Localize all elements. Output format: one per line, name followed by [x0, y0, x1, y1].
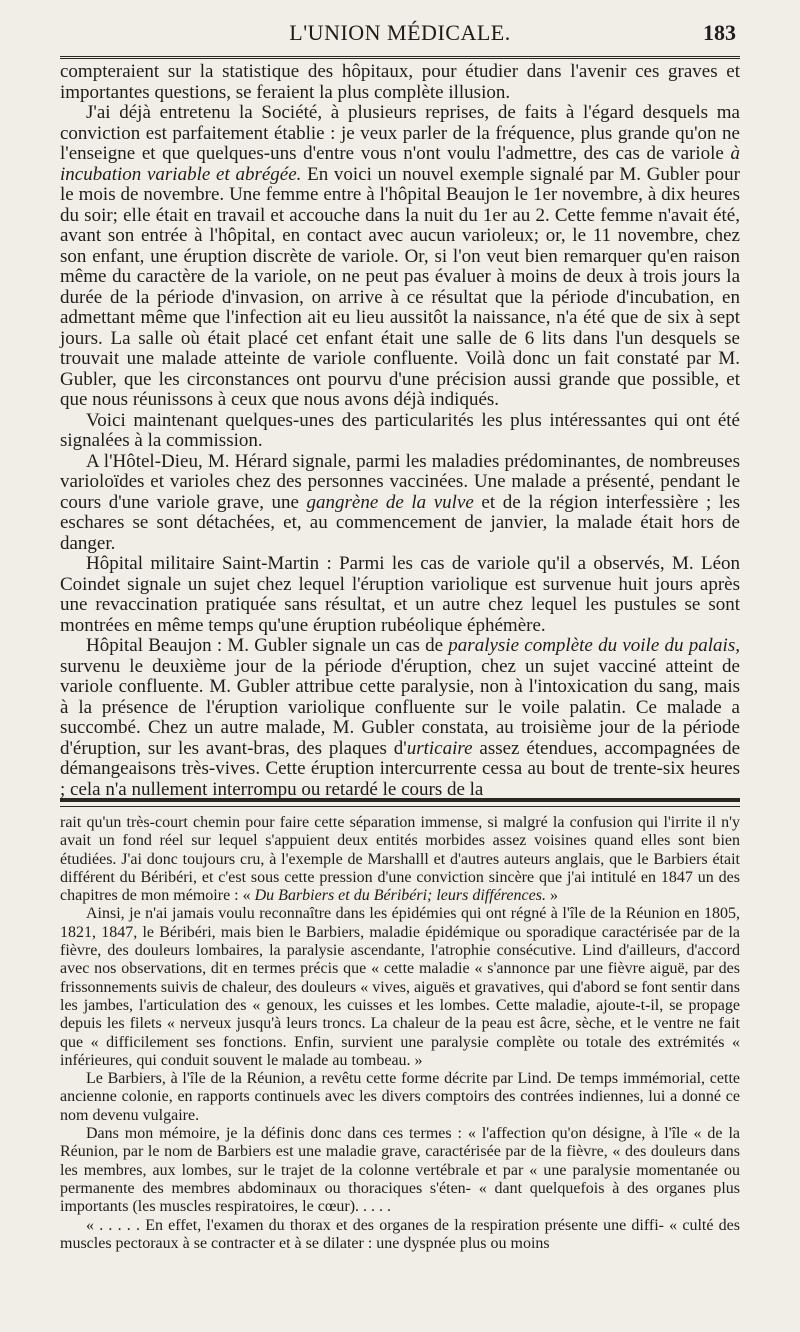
journal-title: L'UNION MÉDICALE.: [289, 20, 511, 45]
paragraph: Hôpital militaire Saint-Martin : Parmi les cas de variole qu'il a observés, M. Léon Coindet signale un sujet chez lequel l'éruption variolique est survenue huit jours après une revaccination pratiquée sans résultat, et un autre chez lequel les pustules se sont montrées en même temps qu'une éruption rubéolique éphémère.: [60, 553, 740, 636]
footnote-paragraph: Ainsi, je n'ai jamais voulu reconnaître dans les épidémies qui ont régné à l'île de la Réunion en 1805, 1821, 1847, le Béribéri, mais bien le Barbiers, maladie épidémique ou sporadique caractérisée par de la fièvre, des douleurs lombaires, la paralysie ascendante, l'atrophie consécutive. Lind d'ailleurs, d'accord avec nos observations, dit en termes précis que « cette maladie « s'annonce par une fièvre aiguë, par des frissonnements suivis de chaleur, des douleurs « vives, aiguës et gravatives, qui d'abord se font sentir dans les jambes, l'articulation des « genoux, les cuisses et les lombes. Cette maladie, ajoute-t-il, se propage depuis les filets « nerveux jusqu'à leurs troncs. La chaleur de la peau est âcre, sèche, et le ventre ne fait que « difficilement ses fonctions. Enfin, survient une paralysie complète ou totale des extrémités « inférieures, qui conduit souvent le malade au tombeau. »: [60, 905, 740, 1069]
paragraph: Voici maintenant quelques-unes des particularités les plus intéressantes qui ont été signalées à la commission.: [60, 409, 740, 451]
footnote-paragraph: « . . . . . En effet, l'examen du thorax et des organes de la respiration présente une diffi- « culté des muscles pectoraux à se contracter et à se dilater : une dyspnée plus ou moins: [60, 1216, 740, 1252]
paragraph: Hôpital Beaujon : M. Gubler signale un cas de paralysie complète du voile du palais, survenu le deuxième jour de la période d'éruption, chez un sujet vacciné atteint de variole confluente. M. Gubler attribue cette paralysie, non à l'intoxication du sang, mais à la présence de l'éruption variolique confluente sur le voile palatin. Ce malade a succombé. Chez un autre malade, M. Gubler constata, au troisième jour de la période d'éruption, sur les avant-bras, des plaques d'urticaire assez étendues, accompagnées de démangeaisons très-vives. Cette éruption intercurrente cessa au bout de trente-six heures ; cela n'a nullement interrompu ou retardé le cours de la: [60, 635, 741, 800]
footnote-paragraph: rait qu'un très-court chemin pour faire cette séparation immense, si malgré la confusion qui l'irrite il n'y avait un fond réel sur lequel s'appuient deux entités morbides assez voisines quand elles sont bien étudiées. J'ai donc toujours cru, à l'exemple de Marshalll et d'autres auteurs anglais, que le Barbiers était différent du Béribéri, et c'est sous cette pression d'une conviction sincère que j'ai intitulé en 1847 un des chapitres de mon mémoire : « Du Barbiers et du Béribéri; leurs différences. »: [60, 814, 740, 905]
page-number: 183: [703, 20, 736, 45]
paragraph: compteraient sur la statistique des hôpitaux, pour étudier dans l'avenir ces graves et importantes questions, se feraient la plus complète illusion.: [60, 61, 740, 103]
footnote-paragraph: Dans mon mémoire, je la définis donc dans ces termes : « l'affection qu'on désigne, à l'île « de la Réunion, par le nom de Barbiers est une maladie grave, caractérisée par de la fièvre, « des douleurs dans les membres, aux lombes, sur le trajet de la colonne vertébrale et par « une paralysie momentanée ou permanente des membres abdominaux ou thoraciques s'éten- « dant quelquefois à des organes plus importants (les muscles respiratoires, le cœur). . . . .: [60, 1125, 740, 1216]
paragraph: A l'Hôtel-Dieu, M. Hérard signale, parmi les maladies prédominantes, de nombreuses varioloïdes et varioles chez des personnes vaccinées. Une malade a présenté, pendant le cours d'une variole grave, une gangrène de la vulve et de la région interfessière ; les eschares se sont détachées, et, au commencement de janvier, la malade était hors de danger.: [60, 450, 740, 554]
footnote-separator: [60, 798, 740, 802]
footnote-text: [60, 814, 740, 1253]
footnote-separator-thin: [60, 806, 740, 807]
main-text: [60, 62, 740, 800]
paragraph: J'ai déjà entretenu la Société, à plusieurs reprises, de faits à l'égard desquels ma conviction est parfaitement établie : je veux parler de la fréquence, plus grande qu'on ne l'enseigne et que quelques-uns d'entre vous n'ont voulu l'admettre, des cas de variole à incubation variable et abrégée. En voici un nouvel exemple signalé par M. Gubler pour le mois de novembre. Une femme entre à l'hôpital Beaujon le 1er novembre, à dix heures du soir; elle était en travail et accouche dans la nuit du 1er au 2. Cette femme n'avait été, avant son entrée à l'hôpital, en contact avec aucun varioleux; or, le 11 novembre, chez son enfant, une éruption discrète de variole. Or, si l'on veut bien remarquer qu'en raison même du caractère de la variole, on ne peut pas évaluer à moins de deux à trois jours la durée de la période d'invasion, on arrive à ce résultat que la période d'incubation, en admettant même que l'infection ait eu lieu aussitôt la naissance, n'a été que de six à sept jours. La salle où était placé cet enfant était une salle de 6 lits dans l'un desquels se trouvait une malade atteinte de variole confluente. Voilà donc un fait constaté par M. Gubler, que les circonstances ont pourvu d'une précision aussi grande que possible, et que nous réunissons à ceux que nous avons déjà indiqués.: [60, 102, 740, 410]
header-rule: [60, 56, 740, 59]
footnote-paragraph: Le Barbiers, à l'île de la Réunion, a revêtu cette forme décrite par Lind. De temps immémorial, cette ancienne colonie, en rapports continuels avec les divers comptoirs des contrées indiennes, lui a donné ce nom devenu vulgaire.: [60, 1070, 740, 1124]
running-header: [60, 16, 740, 50]
